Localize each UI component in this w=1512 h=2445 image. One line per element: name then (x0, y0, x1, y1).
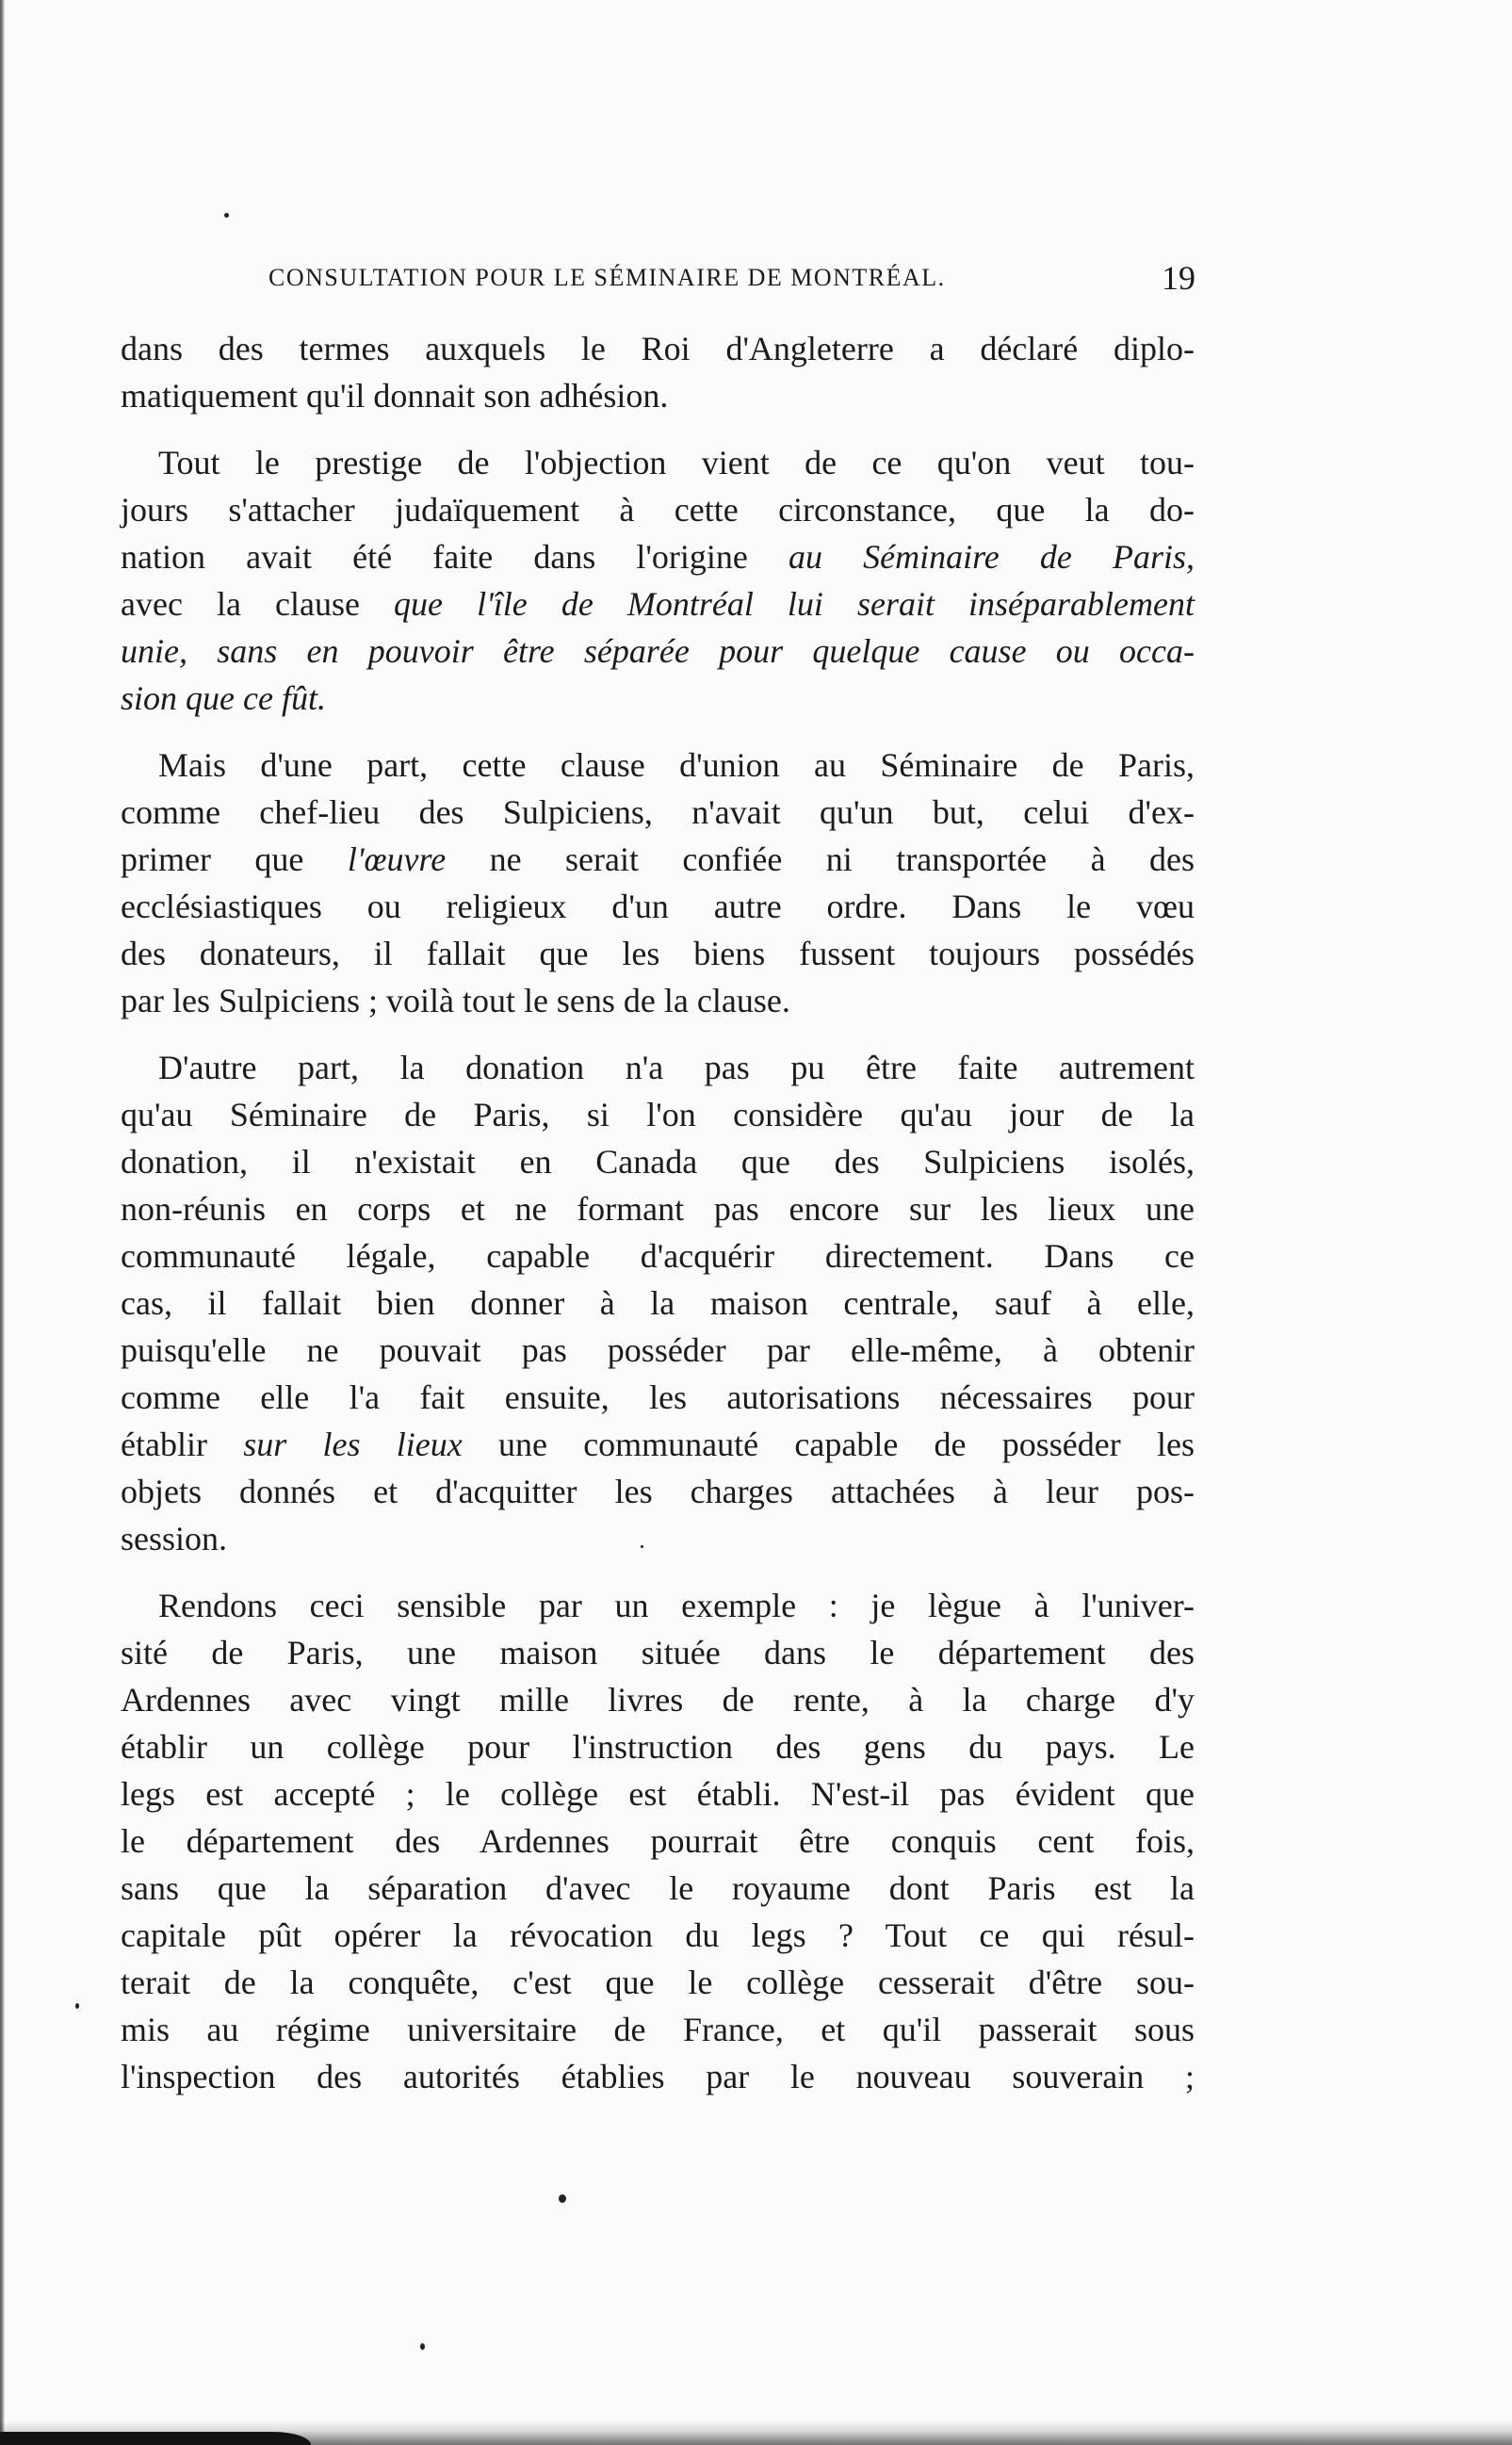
text-line: le département des Ardennes pourrait être conquis cent fois, (121, 1822, 1195, 1860)
text-line: qu'au Séminaire de Paris, si l'on considère qu'au jour de la (121, 1096, 1195, 1133)
text-line: avec la clause que l'île de Montréal lui serait inséparablement (121, 585, 1195, 623)
italic-text: au Séminaire de Paris, (789, 538, 1195, 576)
text-line: comme elle l'a fait ensuite, les autorisations nécessaires pour (121, 1378, 1195, 1416)
page-number: 19 (1162, 259, 1195, 297)
paragraph (121, 439, 1195, 722)
text-line: sion que ce fût. (121, 679, 326, 717)
text-line: Tout le prestige de l'objection vient de ce qu'on veut tou- (158, 444, 1195, 481)
text-line: Mais d'une part, cette clause d'union au Séminaire de Paris, (158, 746, 1195, 784)
page-body (121, 325, 1195, 2100)
text-line: D'autre part, la donation n'a pas pu être faite autrement (158, 1049, 1195, 1086)
text-line: ecclésiastiques ou religieux d'un autre ordre. Dans le vœu (121, 888, 1195, 925)
text-line: Ardennes avec vingt mille livres de rente, à la charge d'y (121, 1681, 1195, 1719)
text-line: sans que la séparation d'avec le royaume dont Paris est la (121, 1869, 1195, 1907)
text-line: dans des termes auxquels le Roi d'Angleterre a déclaré diplo- (121, 330, 1195, 367)
text-line: puisqu'elle ne pouvait pas posséder par elle-même, à obtenir (121, 1331, 1195, 1369)
text-line: terait de la conquête, c'est que le collège cesserait d'être sou- (121, 1964, 1195, 2001)
text-line: communauté légale, capable d'acquérir directement. Dans ce (121, 1237, 1195, 1275)
paragraph (121, 1044, 1195, 1562)
italic-text: l'œuvre (347, 840, 447, 878)
text-line: unie, sans en pouvoir être séparée pour quelque cause ou occa- (121, 632, 1195, 670)
text-line: par les Sulpiciens ; voilà tout le sens de la clause. (121, 982, 790, 1019)
text-line: l'inspection des autorités établies par le nouveau souverain ; (121, 2058, 1195, 2095)
text-line: établir sur les lieux une communauté capable de posséder les (121, 1426, 1195, 1463)
text-line: sité de Paris, une maison située dans le département des (121, 1634, 1195, 1671)
text-line: capitale pût opérer la révocation du legs ? Tout ce qui résul- (121, 1916, 1195, 1954)
text-line: non-réunis en corps et ne formant pas encore sur les lieux une (121, 1190, 1195, 1228)
paragraph (121, 325, 1195, 419)
paragraph (121, 742, 1195, 1024)
text-line: matiquement qu'il donnait son adhésion. (121, 377, 669, 415)
text-line: session. (121, 1520, 228, 1557)
ink-speck (75, 2003, 79, 2009)
text-line: donation, il n'existait en Canada que des Sulpiciens isolés, (121, 1143, 1195, 1181)
text-line: des donateurs, il fallait que les biens fussent toujours possédés (121, 935, 1195, 972)
text-line: établir un collège pour l'instruction des gens du pays. Le (121, 1728, 1195, 1766)
ink-speck (559, 2194, 566, 2203)
ink-speck (224, 213, 229, 218)
italic-text: sur les lieux (243, 1426, 463, 1463)
text-line: jours s'attacher judaïquement à cette circonstance, que la do- (121, 491, 1195, 529)
running-header (268, 260, 1211, 298)
text-line: legs est accepté ; le collège est établi. N'est-il pas évident que (121, 1775, 1195, 1813)
scan-bottom-shadow (0, 2421, 1512, 2445)
binding-edge (0, 0, 5, 2445)
text-line: primer que l'œuvre ne serait confiée ni transportée à des (121, 840, 1195, 878)
text-line: comme chef-lieu des Sulpiciens, n'avait qu'un but, celui d'ex- (121, 793, 1195, 831)
running-title: CONSULTATION POUR LE SÉMINAIRE DE MONTRÉAL. (268, 264, 946, 291)
paragraph (121, 1582, 1195, 2100)
ink-speck (420, 2343, 425, 2350)
text-line: Rendons ceci sensible par un exemple : je lègue à l'univer- (158, 1587, 1195, 1624)
text-line: objets donnés et d'acquitter les charges attachées à leur pos- (121, 1473, 1195, 1510)
text-line: nation avait été faite dans l'origine au Séminaire de Paris, (121, 538, 1195, 576)
italic-text: que l'île de Montréal lui serait inséparablement (394, 585, 1195, 623)
text-line: mis au régime universitaire de France, et qu'il passerait sous (121, 2011, 1195, 2048)
text-line: cas, il fallait bien donner à la maison centrale, sauf à elle, (121, 1284, 1195, 1322)
